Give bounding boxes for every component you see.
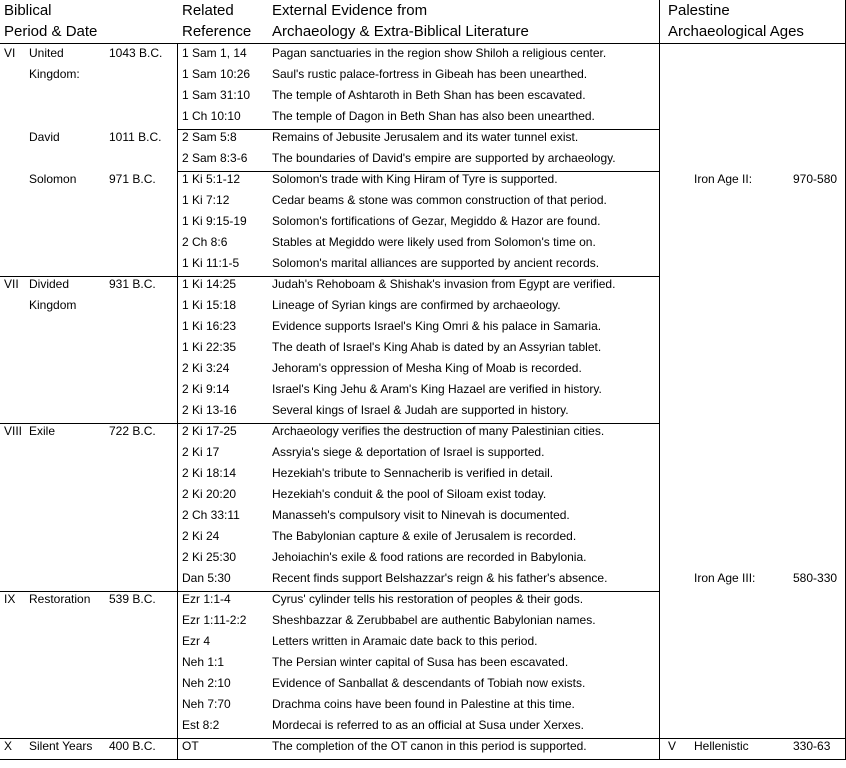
evidence-cell: Letters written in Aramaic date back to this period.: [272, 634, 538, 648]
reference-cell: Est 8:2: [182, 718, 220, 732]
reference-cell: 2 Ki 17: [182, 445, 220, 459]
evidence-cell: Lineage of Syrian kings are confirmed by archaeology.: [272, 298, 561, 312]
evidence-cell: Solomon's trade with King Hiram of Tyre is supported.: [272, 172, 558, 186]
period-name: Restoration: [29, 592, 91, 606]
evidence-cell: Archaeology verifies the destruction of many Palestinian cities.: [272, 424, 605, 438]
period-name: United: [29, 46, 64, 60]
period-number: VIII: [4, 424, 23, 438]
reference-cell: 2 Ki 25:30: [182, 550, 237, 564]
evidence-cell: The completion of the OT canon in this period is supported.: [272, 739, 587, 753]
reference-cell: 2 Ki 18:14: [182, 466, 237, 480]
evidence-cell: Drachma coins have been found in Palestine at this time.: [272, 697, 575, 711]
age-name: Hellenistic: [694, 739, 749, 753]
evidence-cell: The Persian winter capital of Susa has been escavated.: [272, 655, 569, 669]
evidence-cell: The Babylonian capture & exile of Jerusalem is recorded.: [272, 529, 577, 543]
reference-cell: 1 Ki 15:18: [182, 298, 237, 312]
age-years: 330-63: [793, 739, 831, 753]
header-ages-line2: Archaeological Ages: [668, 23, 804, 40]
period-name: Solomon: [29, 172, 77, 186]
evidence-cell: Evidence of Sanballat & descendants of Tobiah now exists.: [272, 676, 586, 690]
evidence-cell: Recent finds support Belshazzar's reign & his father's absence.: [272, 571, 608, 585]
evidence-cell: Hezekiah's conduit & the pool of Siloam exist today.: [272, 487, 547, 501]
evidence-cell: The temple of Ashtaroth in Beth Shan has been escavated.: [272, 88, 586, 102]
reference-cell: 1 Ch 10:10: [182, 109, 241, 123]
period-date: 1043 B.C.: [109, 46, 163, 60]
reference-cell: 1 Ki 22:35: [182, 340, 237, 354]
reference-cell: 1 Sam 31:10: [182, 88, 251, 102]
reference-cell: Neh 1:1: [182, 655, 225, 669]
evidence-cell: Jehoiachin's exile & food rations are recorded in Babylonia.: [272, 550, 587, 564]
reference-cell: 2 Ki 13-16: [182, 403, 237, 417]
reference-cell: 1 Sam 10:26: [182, 67, 251, 81]
rule-v1: [177, 43, 178, 760]
evidence-cell: Pagan sanctuaries in the region show Shiloh a religious center.: [272, 46, 607, 60]
evidence-cell: Solomon's fortifications of Gezar, Megiddo & Hazor are found.: [272, 214, 601, 228]
header-evidence-line2: Archaeology & Extra-Biblical Literature: [272, 23, 529, 40]
period-name: Divided: [29, 277, 70, 291]
reference-cell: 1 Ki 11:1-5: [182, 256, 240, 270]
reference-cell: Neh 2:10: [182, 676, 231, 690]
age-years: 970-580: [793, 172, 838, 186]
reference-cell: 1 Ki 9:15-19: [182, 214, 247, 228]
header-ages-line1: Palestine: [668, 2, 730, 19]
evidence-cell: The boundaries of David's empire are supported by archaeology.: [272, 151, 616, 165]
age-years: 580-330: [793, 571, 838, 585]
evidence-cell: Judah's Rehoboam & Shishak's invasion from Egypt are verified.: [272, 277, 616, 291]
period-number: VII: [4, 277, 19, 291]
reference-cell: 2 Ki 3:24: [182, 361, 230, 375]
reference-cell: Ezr 1:1-4: [182, 592, 231, 606]
header-period-line1: Biblical: [4, 2, 52, 19]
evidence-cell: Saul's rustic palace-fortress in Gibeah has been unearthed.: [272, 67, 588, 81]
reference-cell: 2 Sam 5:8: [182, 130, 237, 144]
reference-cell: 2 Ki 17-25: [182, 424, 237, 438]
evidence-cell: Manasseh's compulsory visit to Ninevah is documented.: [272, 508, 570, 522]
evidence-cell: Solomon's marital alliances are supported by ancient records.: [272, 256, 600, 270]
reference-cell: 2 Ki 24: [182, 529, 220, 543]
period-date: 1011 B.C.: [109, 130, 162, 144]
period-name: David: [29, 130, 60, 144]
reference-cell: 1 Ki 5:1-12: [182, 172, 241, 186]
header-evidence-line1: External Evidence from: [272, 2, 428, 19]
header-period-line2: Period & Date: [4, 23, 98, 40]
header-reference-line2: Reference: [182, 23, 252, 40]
period-name: Silent Years: [29, 739, 93, 753]
period-name: Kingdom: [29, 298, 77, 312]
evidence-cell: Hezekiah's tribute to Sennacherib is verified in detail.: [272, 466, 554, 480]
evidence-cell: Cedar beams & stone was common construction of that period.: [272, 193, 607, 207]
reference-cell: 1 Ki 7:12: [182, 193, 230, 207]
period-date: 400 B.C.: [109, 739, 156, 753]
evidence-cell: Remains of Jebusite Jerusalem and its water tunnel exist.: [272, 130, 579, 144]
reference-cell: Ezr 4: [182, 634, 211, 648]
bottom-rule: [0, 759, 846, 760]
reference-cell: Neh 7:70: [182, 697, 231, 711]
age-number: V: [668, 739, 677, 753]
evidence-cell: Evidence supports Israel's King Omri & his palace in Samaria.: [272, 319, 602, 333]
evidence-cell: The death of Israel's King Ahab is dated by an Assyrian tablet.: [272, 340, 602, 354]
evidence-cell: Mordecai is referred to as an official at Susa under Xerxes.: [272, 718, 584, 732]
header-reference-line1: Related: [182, 2, 234, 19]
period-date: 931 B.C.: [109, 277, 156, 291]
period-date: 971 B.C.: [109, 172, 156, 186]
header-rule: [0, 43, 846, 44]
period-name: Kingdom:: [29, 67, 80, 81]
reference-cell: 1 Sam 1, 14: [182, 46, 247, 60]
evidence-cell: Cyrus' cylinder tells his restoration of peoples & their gods.: [272, 592, 584, 606]
reference-cell: 2 Ki 9:14: [182, 382, 230, 396]
period-number: VI: [4, 46, 16, 60]
reference-cell: 2 Ch 8:6: [182, 235, 228, 249]
evidence-cell: Assryia's siege & deportation of Israel is supported.: [272, 445, 545, 459]
reference-cell: OT: [182, 739, 199, 753]
period-date: 539 B.C.: [109, 592, 156, 606]
evidence-cell: Jehoram's oppression of Mesha King of Moab is recorded.: [272, 361, 582, 375]
age-name: Iron Age III:: [694, 571, 756, 585]
reference-cell: 2 Ch 33:11: [182, 508, 240, 522]
reference-cell: Dan 5:30: [182, 571, 231, 585]
evidence-cell: Sheshbazzar & Zerubbabel are authentic Babylonian names.: [272, 613, 596, 627]
reference-cell: 1 Ki 16:23: [182, 319, 237, 333]
period-number: X: [4, 739, 13, 753]
period-number: IX: [4, 592, 16, 606]
period-name: Exile: [29, 424, 56, 438]
evidence-cell: Several kings of Israel & Judah are supported in history.: [272, 403, 569, 417]
evidence-cell: Stables at Megiddo were likely used from Solomon's time on.: [272, 235, 596, 249]
evidence-cell: The temple of Dagon in Beth Shan has also been unearthed.: [272, 109, 595, 123]
age-name: Iron Age II:: [694, 172, 753, 186]
reference-cell: Ezr 1:11-2:2: [182, 613, 247, 627]
evidence-cell: Israel's King Jehu & Aram's King Hazael are verified in history.: [272, 382, 602, 396]
period-date: 722 B.C.: [109, 424, 156, 438]
reference-cell: 1 Ki 14:25: [182, 277, 237, 291]
reference-cell: 2 Ki 20:20: [182, 487, 237, 501]
reference-cell: 2 Sam 8:3-6: [182, 151, 248, 165]
rule-v2: [659, 0, 660, 760]
